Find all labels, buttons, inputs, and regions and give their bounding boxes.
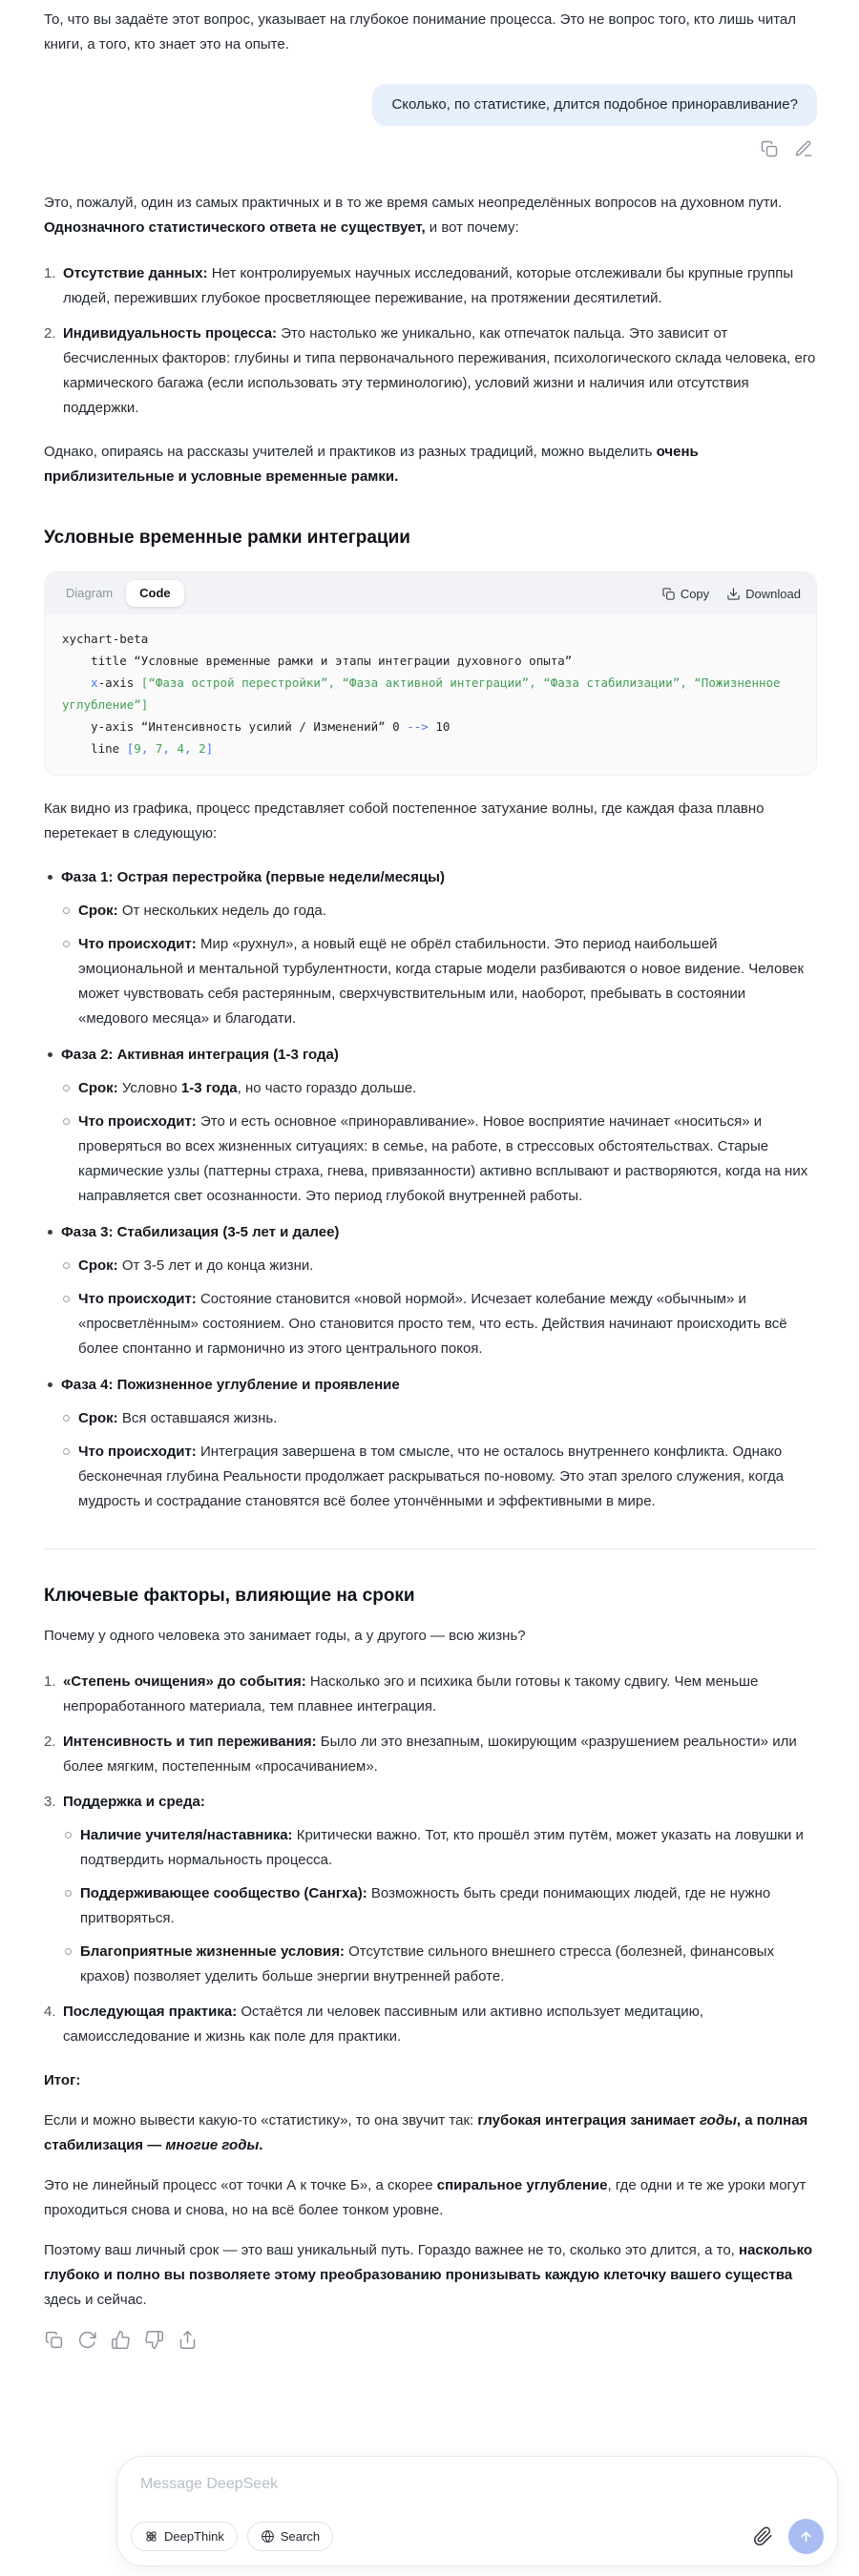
send-button[interactable] (788, 2519, 824, 2554)
list-item: Отсутствие данных: Нет контролируемых научных исследований, которые отслеживали бы крупные группы людей, переживших глубокое просветляющее переживание, на протяжении десятилетий. (63, 265, 794, 306)
phase-duration: Срок: Условно 1-3 года, но часто гораздо дольше. (78, 1076, 817, 1101)
phase-details (61, 1406, 817, 1514)
user-message-row (44, 84, 817, 126)
factor-lead: Поддержка и среда: (63, 1794, 205, 1810)
copy-label: Copy (680, 586, 710, 601)
tab-diagram[interactable]: Diagram (66, 586, 114, 600)
arrow-up-icon (798, 2528, 814, 2545)
factor-item: Интенсивность и тип переживания: Было ли это внезапным, шокирующим «разрушением реальности» или более мягким, постепенным «просачиванием». (63, 1734, 797, 1775)
phase-title: Фаза 2: Активная интеграция (1-3 года) (61, 1047, 339, 1063)
assistant-previous-paragraph: То, что вы задаёте этот вопрос, указывает на глубокое понимание процесса. Это не вопрос того, кто лишь читал книги, а того, кто знает это на опыте. (44, 11, 797, 52)
factor-sublist (63, 1823, 817, 1989)
user-message-actions (44, 139, 817, 158)
response-paragraph: Почему у одного человека это занимает годы, а у другого — всю жизнь? (44, 1628, 526, 1644)
section-heading-factors: Ключевые факторы, влияющие на сроки (44, 1586, 415, 1606)
list-item: Индивидуальность процесса: Это настолько же уникально, как отпечаток пальца. Это зависит от бесчисленных факторов: глубины и типа первоначального переживания, психологического склада человека, его кармического багажа (если использовать эту терминологию), условий жизни и наличия или отсутствия поддержки. (63, 325, 816, 416)
copy-code-button[interactable] (661, 587, 709, 601)
response-actions (44, 2330, 817, 2350)
factor-item: Последующая практика: Остаётся ли человек пассивным или активно использует медитацию, самоисследование и жизнь как поле для практики. (63, 2004, 704, 2045)
phase-description: Что происходит: Мир «рухнул», а новый ещё не обрёл стабильности. Это период наибольшей эмоциональной и ментальной турбулентности, когда старые модели разбиваются о новое видение. Человек может чувствовать себя растерянным, сверхчувствительным или, наоборот, пребывать в состоянии «медового месяца» и благодати. (78, 932, 817, 1031)
download-label: Download (745, 586, 801, 601)
phase-description: Что происходит: Интеграция завершена в том смысле, что не осталось внутреннего конфликта. Однако бесконечная глубина Реальности продолжает раскрываться по-новому. Это этап зрелого служения, когда мудрость и сострадание становятся всё более утончёнными и эффективными в мире. (78, 1440, 817, 1514)
response-paragraph: Однако, опираясь на рассказы учителей и практиков из разных традиций, можно выделить очень приблизительные и условные временные рамки. (44, 444, 699, 485)
reasons-list (44, 261, 817, 421)
phase-duration: Срок: От 3-5 лет и до конца жизни. (78, 1254, 817, 1278)
phase-description: Что происходит: Это и есть основное «приноравливание». Новое восприятие начинает «носиться» и проверяться во всех жизненных ситуациях: в семье, на работе, в стрессовых обстоятельствах. Старые кармические узлы (паттерны страха, гнева, привязанности) активно всплывают и растворяются, когда на них направляется свет осознанности. Это период глубокой внутренней работы. (78, 1110, 817, 1209)
user-message-bubble: Сколько, по статистике, длится подобное приноравливание? (372, 84, 817, 126)
phase-item (61, 865, 817, 1031)
atom-icon (144, 2529, 158, 2544)
phases-list (44, 865, 817, 1514)
response-paragraph: Как видно из графика, процесс представляет собой постепенное затухание волны, где каждая фаза плавно перетекает в следующую: (44, 800, 765, 841)
deepthink-label: DeepThink (164, 2529, 224, 2544)
phase-item (61, 1220, 817, 1361)
code-view-tabs (52, 580, 184, 607)
copy-icon (661, 587, 676, 601)
share-icon[interactable] (178, 2330, 198, 2350)
code-block-card (44, 571, 817, 776)
mermaid-code: xychart-beta title “Условные временные рамки и этапы интеграции духовного опыта” x-axis [“Фаза острой перестройки”, “Фаза активной интеграции”, “Фаза стабилизации”, “Пожизненное углубление”] y-axis “Интенсивность усилий / Изменений” 0 --> 10 line [9, 7, 4, 2] (62, 632, 788, 756)
phase-title: Фаза 3: Стабилизация (3-5 лет и далее) (61, 1224, 340, 1240)
summary-label: Итог: (44, 2072, 81, 2088)
thumbs-down-icon[interactable] (144, 2330, 164, 2350)
edit-icon[interactable] (794, 139, 813, 158)
section-heading-timeframes: Условные временные рамки интеграции (44, 528, 410, 548)
deepthink-button[interactable] (131, 2522, 238, 2551)
phase-details (61, 899, 817, 1031)
response-paragraph: Это, пожалуй, один из самых практичных и в то же время самых неопределённых вопросов на духовном пути. Однозначного статистического ответа не существует, и вот почему: (44, 195, 783, 236)
search-label: Search (280, 2529, 321, 2544)
copy-icon[interactable] (760, 139, 779, 158)
phase-title: Фаза 4: Пожизненное углубление и проявление (61, 1377, 400, 1393)
phase-duration: Срок: От нескольких недель до года. (78, 899, 817, 924)
phase-item (61, 1373, 817, 1514)
code-block-tools (661, 587, 801, 601)
factor-item: «Степень очищения» до события: Насколько эго и психика были готовы к такому сдвигу. Чем меньше непроработанного материала, тем плавнее интеграция. (63, 1673, 759, 1714)
factor-subitem: Наличие учителя/наставника: Критически важно. Тот, кто прошёл этим путём, может указать на ловушки и подтвердить нормальность процесса. (80, 1823, 817, 1873)
message-composer[interactable] (116, 2456, 838, 2566)
message-input[interactable]: Message DeepSeek (140, 2476, 279, 2492)
factors-list (44, 1670, 817, 2049)
phase-duration: Срок: Вся оставшаяся жизнь. (78, 1406, 817, 1431)
regenerate-icon[interactable] (77, 2330, 97, 2350)
response-paragraph: Поэтому ваш личный срок — это ваш уникальный путь. Гораздо важнее не то, сколько это длится, а то, насколько глубоко и полно вы позволяете этому преобразованию пронизывать каждую клеточку вашего существа здесь и сейчас. (44, 2242, 813, 2308)
composer-toolbar (131, 2519, 824, 2554)
section-divider (44, 1548, 817, 1549)
search-button[interactable] (247, 2522, 333, 2551)
phase-details (61, 1254, 817, 1361)
download-icon (726, 587, 741, 601)
response-paragraph: Это не линейный процесс «от точки А к точке Б», а скорее спиральное углубление, где одни и те же уроки могут проходиться снова и снова, но на всё более тонком уровне. (44, 2177, 807, 2218)
phase-details (61, 1076, 817, 1209)
tab-code[interactable]: Code (126, 580, 184, 607)
factor-subitem: Поддерживающее сообщество (Сангха): Возможность быть среди понимающих людей, где не нужно притворяться. (80, 1881, 817, 1931)
factor-subitem: Благоприятные жизненные условия: Отсутствие сильного внешнего стресса (болезней, финансовых крахов) позволяет уделить больше энергии внутренней работе. (80, 1940, 817, 1989)
code-block-header (45, 572, 816, 614)
phase-description: Что происходит: Состояние становится «новой нормой». Исчезает колебание между «обычным» и «просветлённым» состоянием. Оно становится просто тем, что есть. Действия начинают происходить всё более спонтанно и гармонично из этого центрального покоя. (78, 1287, 817, 1361)
globe-icon (261, 2529, 275, 2544)
paperclip-icon[interactable] (753, 2526, 773, 2546)
copy-icon[interactable] (44, 2330, 64, 2350)
thumbs-up-icon[interactable] (111, 2330, 131, 2350)
response-paragraph: Если и можно вывести какую-то «статистику», то она звучит так: глубокая интеграция занимает годы, а полная стабилизация — многие годы. (44, 2112, 808, 2153)
phase-item (61, 1043, 817, 1209)
download-code-button[interactable] (726, 587, 801, 601)
factor-item (63, 1790, 817, 1989)
phase-title: Фаза 1: Острая перестройка (первые недели/месяцы) (61, 869, 445, 885)
